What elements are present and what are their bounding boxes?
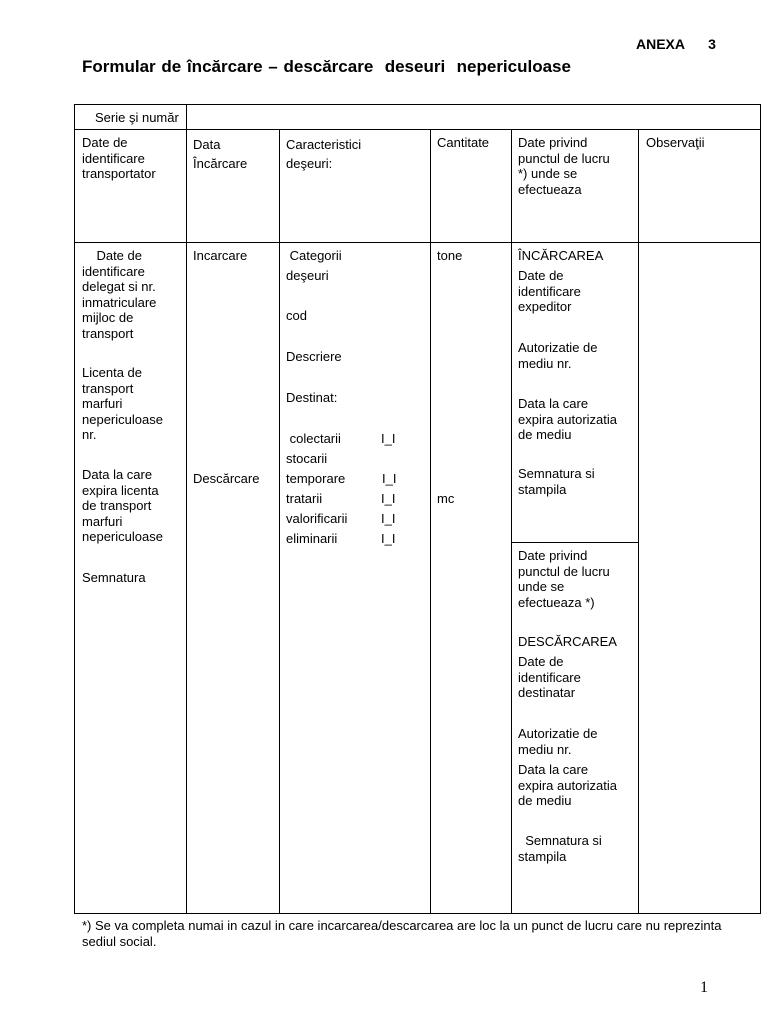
checkbox-eliminare[interactable]: I_I xyxy=(381,531,396,546)
checkbox-colectare[interactable]: I_I xyxy=(381,431,396,446)
checkbox-valorificare[interactable]: I_I xyxy=(381,511,396,526)
table-border-right xyxy=(760,104,761,914)
deseuri-label: deşeuri xyxy=(286,268,329,283)
serie-numar-label: Serie şi număr xyxy=(95,110,179,125)
checkbox-tratare[interactable]: I_I xyxy=(381,491,396,506)
incarcarea-heading: ÎNCĂRCAREA xyxy=(518,248,604,263)
observatii-field[interactable] xyxy=(640,244,759,912)
autorizatie-expira-expeditor: Data la care expira autorizatia de mediu xyxy=(518,396,617,442)
autorizatie-expeditor: Autorizatie de mediu nr. xyxy=(518,340,598,371)
descarcare-label: Descărcare xyxy=(193,471,260,486)
header-transportator: Date de identificare transportator xyxy=(82,135,156,181)
row-divider xyxy=(74,242,761,243)
destinatie-eliminare: eliminarii xyxy=(286,531,338,546)
column-divider xyxy=(638,129,639,914)
header-observatii: Observaţii xyxy=(646,135,705,150)
destinatar-info: Date de identificare destinatar xyxy=(518,654,581,700)
header-caracteristici: Caracteristici deşeuri: xyxy=(286,137,362,171)
punct-lucru-descarcare: Date privind punctul de lucru unde se efectueaza *) xyxy=(518,548,610,610)
semnatura-delegat: Semnatura xyxy=(82,570,146,585)
column-divider xyxy=(511,129,512,914)
page-number: 1 xyxy=(700,979,708,996)
header-data-incarcare: Data Încărcare xyxy=(193,137,248,171)
autorizatie-expira-destinatar: Data la care expira autorizatia de mediu xyxy=(518,762,617,808)
categorii-label: Categorii xyxy=(286,248,342,263)
header-cantitate: Cantitate xyxy=(437,135,490,150)
destinatie-stocare: stocarii xyxy=(286,451,328,466)
destinatie-tratare: tratarii xyxy=(286,491,323,506)
descriere-label: Descriere xyxy=(286,349,342,364)
destinatie-temporare: temporare xyxy=(286,471,346,486)
unit-tone: tone xyxy=(437,248,463,263)
cod-label: cod xyxy=(286,308,307,323)
destinatie-valorificare: valorificarii xyxy=(286,511,348,526)
incarcare-label: Incarcare xyxy=(193,248,248,263)
descarcarea-heading: DESCĂRCAREA xyxy=(518,634,617,649)
table-border-top xyxy=(74,104,761,105)
destinatie-colectare: colectarii xyxy=(286,431,341,446)
autorizatie-destinatar: Autorizatie de mediu nr. xyxy=(518,726,598,757)
column-divider xyxy=(186,104,187,914)
header-punct-lucru: Date privind punctul de lucru *) unde se efectueaza xyxy=(518,135,610,197)
expeditor-info: Date de identificare expeditor xyxy=(518,268,581,314)
cell-divider xyxy=(512,542,639,543)
licenta-expira: Data la care expira licenta de transport marfuri nepericuloase xyxy=(82,467,163,544)
licenta-transport: Licenta de transport marfuri nepericuloase nr. xyxy=(82,365,163,442)
delegat-info: Date de identificare delegat si nr. inmatriculare mijloc de transport xyxy=(82,248,157,341)
column-divider xyxy=(430,129,431,914)
semnatura-destinatar: Semnatura si stampila xyxy=(518,833,602,864)
table-border-left xyxy=(74,104,75,914)
serie-numar-field[interactable] xyxy=(188,106,759,128)
form-title: Formular de încărcare – descărcare deseuri nepericuloase xyxy=(82,57,571,76)
annex-label: ANEXA 3 xyxy=(636,36,716,52)
checkbox-temporare[interactable]: I_I xyxy=(382,471,397,486)
unit-mc: mc xyxy=(437,491,455,506)
table-border-bottom xyxy=(74,913,761,914)
row-divider xyxy=(74,129,761,130)
column-divider xyxy=(279,129,280,914)
semnatura-expeditor: Semnatura si stampila xyxy=(518,466,595,497)
destinat-label: Destinat: xyxy=(286,390,338,405)
footnote: *) Se va completa numai in cazul in care incarcarea/descarcarea are loc la un punct de lucru care nu reprezinta sediul social. xyxy=(82,918,722,949)
